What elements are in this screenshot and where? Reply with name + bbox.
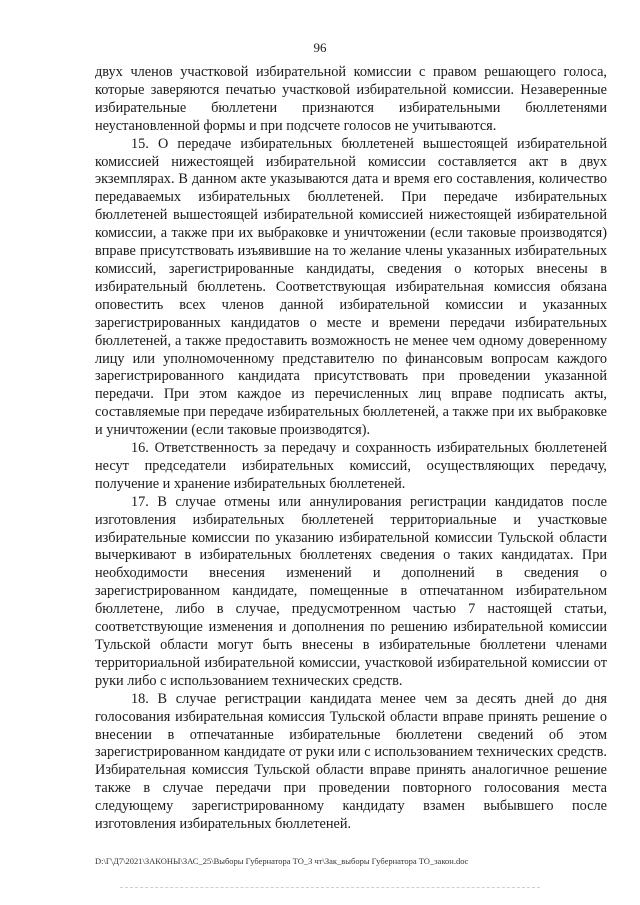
paragraph-15: 15. О передаче избирательных бюллетеней вышестоящей избирательной комиссией нижестоящей избирательной комиссии составляется акт в двух экземплярах. В данном акте указываются дата и время его составления, количество передаваемых избирательных бюллетеней. При передаче избирательных бюллетеней вышестоящей избирательной комиссией нижестоящей избирательной комиссии, а также при их выбраковке и уничтожении (если таковые производятся) вправе присутствовать изъявившие на то желание члены указанных избирательных комиссий, зарегистрированные кандидаты, сведения о которых внесены в избирательный бюллетень. Соответствующая избирательная комиссия обязана оповестить всех членов данной избирательной комиссии и указанных зарегистрированных кандидатов о месте и времени передачи избирательных бюллетеней, а также предоставить возможность не менее чем одному доверенному лицу или уполномоченному представителю по финансовым вопросам каждого зарегистрированного кандидата присутствовать при проведении указанной передачи. При этом каждое из перечисленных лиц вправе подписать акты, составляемые при передаче избирательных бюллетеней, а также при их выбраковке и уничтожении (если таковые производятся).: [95, 135, 607, 439]
file-path-footer: D:\Г\Д7\2021\ЗАКОНЫ\ЗАС_25\Выборы Губернатора ТО_3 чт\Зак_выборы Губернатора ТО_закон.doc: [95, 856, 469, 866]
paragraph-17: 17. В случае отмены или аннулирования регистрации кандидатов после изготовления избирательных бюллетеней территориальные и участковые избирательные комиссии по указанию избирательной комиссии Тульской области вычеркивают в избирательных бюллетенях сведения о таких кандидатах. При необходимости внесения изменений и дополнений в сведения о зарегистрированном кандидате, помещенные в отпечатанном избирательном бюллетене, либо в случае, предусмотренном частью 7 настоящей статьи, соответствующие изменения и дополнения по решению избирательной комиссии Тульской области могут быть внесены в избирательные бюллетени членами территориальной избирательной комиссии, участковой избирательной комиссии от руки либо с использованием технических средств.: [95, 493, 607, 689]
page-number: 96: [313, 40, 327, 55]
paragraph-16: 16. Ответственность за передачу и сохранность избирательных бюллетеней несут председатели избирательных комиссий, осуществляющих передачу, получение и хранение избирательных бюллетеней.: [95, 440, 607, 492]
paragraph-18: 18. В случае регистрации кандидата менее чем за десять дней до дня голосования избирательная комиссия Тульской области вправе принять решение о внесении в отпечатанные избирательные бюллетени сведений об этом зарегистрированном кандидате от руки или с использованием технических средств. Избирательная комиссия Тульской области вправе принять аналогичное решение также в случае передачи при проведении повторного голосования места следующему зарегистрированному кандидату взамен выбывшего после изготовления избирательных бюллетеней.: [95, 690, 607, 833]
document-body: [95, 64, 607, 834]
paragraph-continuation: двух членов участковой избирательной комиссии с правом решающего голоса, которые заверяются печатью участковой избирательной комиссии. Незаверенные избирательные бюллетени признаются избирательными бюллетенями неустановленной формы и при подсчете голосов не учитываются.: [95, 64, 607, 134]
scan-artifact-line: [120, 887, 540, 888]
